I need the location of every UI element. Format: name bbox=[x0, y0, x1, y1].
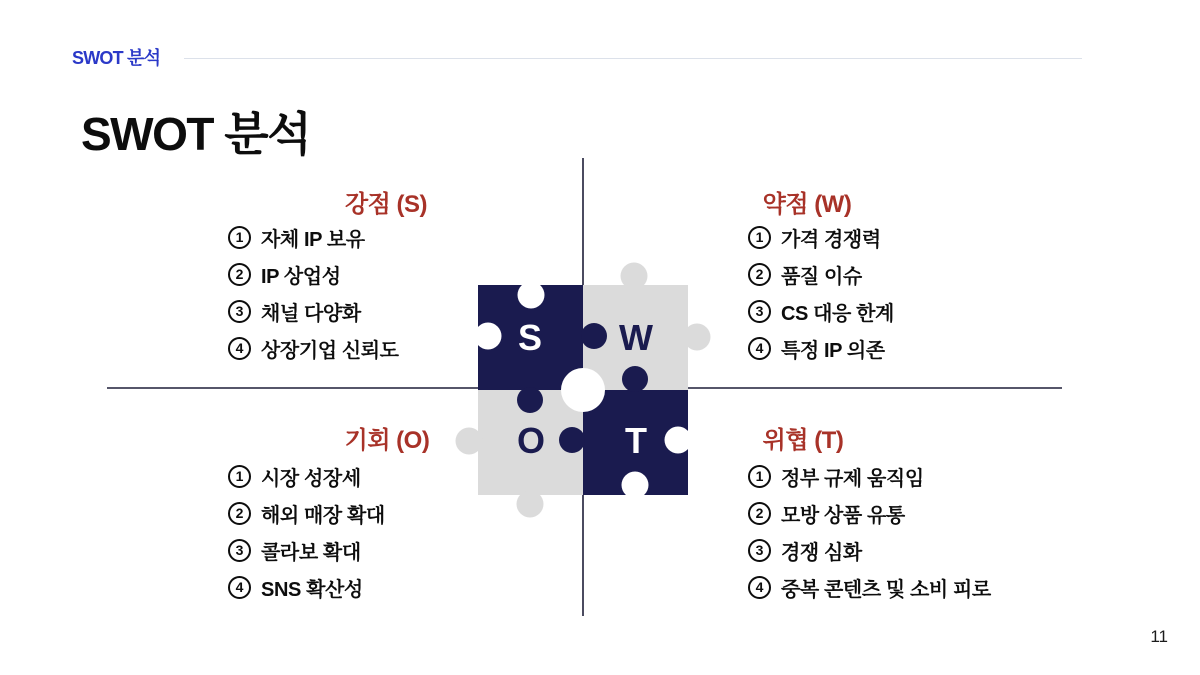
page-title: SWOT 분석 bbox=[81, 108, 311, 160]
circled-number: 2 bbox=[228, 263, 251, 286]
list-item: 4 중복 콘텐츠 및 소비 피로 bbox=[748, 575, 991, 599]
circled-number: 3 bbox=[228, 539, 251, 562]
circled-number: 1 bbox=[748, 465, 771, 488]
circled-number: 1 bbox=[748, 226, 771, 249]
list-item: 1 자체 IP 보유 bbox=[228, 225, 399, 249]
list-item: 2 모방 상품 유통 bbox=[748, 501, 991, 525]
list-item: 3 CS 대응 한계 bbox=[748, 299, 894, 323]
page-number: 11 bbox=[1150, 627, 1168, 646]
circled-number: 3 bbox=[748, 300, 771, 323]
opportunities-title: 기회 (O) bbox=[344, 427, 430, 454]
circled-number: 4 bbox=[228, 576, 251, 599]
list-item: 4 SNS 확산성 bbox=[228, 575, 385, 599]
list-item: 1 정부 규제 움직임 bbox=[748, 464, 991, 488]
weaknesses-title: 약점 (W) bbox=[762, 191, 852, 218]
list-item: 1 시장 성장세 bbox=[228, 464, 385, 488]
list-item: 2 IP 상업성 bbox=[228, 262, 399, 286]
list-item: 3 콜라보 확대 bbox=[228, 538, 385, 562]
list-item: 2 품질 이슈 bbox=[748, 262, 894, 286]
opportunities-list bbox=[228, 464, 385, 599]
puzzle-letter-w: W bbox=[619, 317, 653, 358]
circled-number: 2 bbox=[228, 502, 251, 525]
puzzle-letter-s: S bbox=[517, 317, 543, 358]
threats-list bbox=[748, 464, 991, 599]
puzzle-letter-o: O bbox=[516, 420, 546, 461]
threats-title: 위협 (T) bbox=[762, 427, 844, 454]
list-item: 3 경쟁 심화 bbox=[748, 538, 991, 562]
circled-number: 3 bbox=[228, 300, 251, 323]
circled-number: 2 bbox=[748, 502, 771, 525]
puzzle-letter-t: T bbox=[625, 420, 647, 461]
strengths-title: 강점 (S) bbox=[344, 191, 428, 218]
circled-number: 3 bbox=[748, 539, 771, 562]
list-item: 3 채널 다양화 bbox=[228, 299, 399, 323]
slide-kicker: SWOT 분석 bbox=[72, 48, 161, 68]
list-item: 2 해외 매장 확대 bbox=[228, 501, 385, 525]
circled-number: 1 bbox=[228, 226, 251, 249]
circled-number: 4 bbox=[748, 337, 771, 360]
circled-number: 4 bbox=[228, 337, 251, 360]
list-item: 4 상장기업 신뢰도 bbox=[228, 336, 399, 360]
list-item: 1 가격 경쟁력 bbox=[748, 225, 894, 249]
weaknesses-list bbox=[748, 225, 894, 360]
strengths-list bbox=[228, 225, 399, 360]
list-item: 4 특정 IP 의존 bbox=[748, 336, 894, 360]
circled-number: 1 bbox=[228, 465, 251, 488]
circled-number: 2 bbox=[748, 263, 771, 286]
circled-number: 4 bbox=[748, 576, 771, 599]
